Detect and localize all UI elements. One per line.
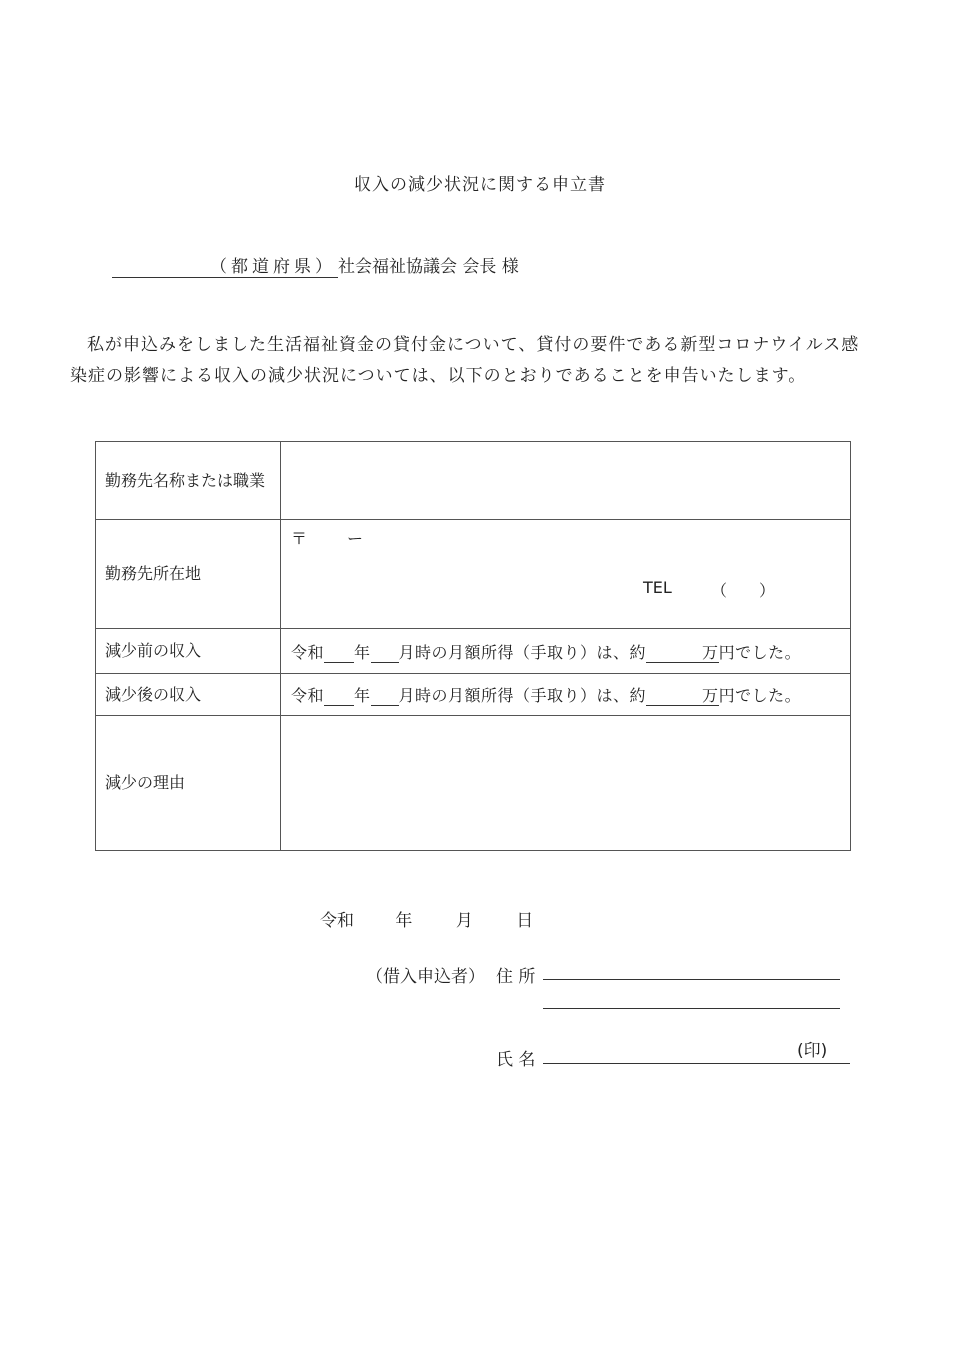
document-title: 収入の減少状況に関する申立書 (354, 175, 606, 195)
man-label: 万 (702, 686, 719, 705)
work-address-field[interactable] (281, 520, 851, 629)
month-text: 月時の月額所得（手取り）は、約 (398, 686, 647, 705)
income-after-label: 減少後の収入 (96, 674, 281, 716)
tel-label: TEL (643, 578, 672, 597)
income-before-label: 減少前の収入 (96, 629, 281, 674)
month-text: 月時の月額所得（手取り）は、約 (398, 642, 647, 662)
address-line-2[interactable] (543, 1008, 840, 1009)
year-blank[interactable] (324, 644, 354, 663)
prefecture-label: （都道府県） (210, 257, 336, 277)
statement-text: 私が申込みをしました生活福祉資金の貸付金について、貸付の要件である新型コロナウイルス感染症の影響による収入の減少状況については、以下のとおりであることを申告いたします。 (70, 335, 860, 386)
year-blank[interactable] (324, 687, 354, 706)
work-address-row (96, 520, 851, 629)
amount-blank[interactable] (646, 644, 702, 663)
employer-row (96, 442, 851, 520)
prefecture-blank[interactable] (112, 257, 210, 278)
address-line-1[interactable] (543, 979, 840, 980)
amount-blank[interactable] (646, 687, 702, 706)
income-before-row (96, 629, 851, 674)
name-line[interactable] (543, 1063, 850, 1064)
date-year: 年 (395, 911, 413, 931)
income-after-field[interactable] (281, 674, 851, 716)
year-label: 年 (354, 642, 371, 662)
postal-dash: ー (347, 529, 364, 548)
work-address-label: 勤務先所在地 (96, 520, 281, 629)
council-label: 社会福祉協議会 会長 様 (338, 257, 519, 277)
name-label: 氏 名 (496, 1050, 536, 1070)
reason-label: 減少の理由 (96, 716, 281, 851)
date-line (320, 906, 533, 931)
date-day: 日 (516, 911, 534, 931)
employer-field[interactable] (281, 442, 851, 520)
reiwa-label: 令和 (291, 686, 325, 705)
reason-field[interactable] (281, 716, 851, 851)
applicant-label: （借入申込者） (366, 967, 485, 987)
yen-text: 円でした。 (718, 686, 802, 705)
man-label: 万 (702, 642, 719, 662)
reason-row (96, 716, 851, 851)
address-label: 住 所 (496, 967, 536, 987)
income-after-row (96, 674, 851, 716)
month-blank[interactable] (371, 644, 399, 663)
addressee (112, 252, 519, 278)
tel-parens: （ ） (711, 581, 776, 600)
income-before-field[interactable] (281, 629, 851, 674)
month-blank[interactable] (371, 687, 399, 706)
reiwa-label: 令和 (291, 642, 325, 662)
postal-mark: 〒 (291, 529, 308, 548)
income-form-table (95, 441, 851, 851)
date-month: 月 (455, 911, 473, 931)
yen-text: 円でした。 (718, 642, 802, 662)
seal-mark: (印) (797, 1041, 828, 1061)
employer-label: 勤務先名称または職業 (96, 442, 281, 520)
year-label: 年 (354, 686, 371, 705)
date-reiwa: 令和 (320, 911, 354, 931)
